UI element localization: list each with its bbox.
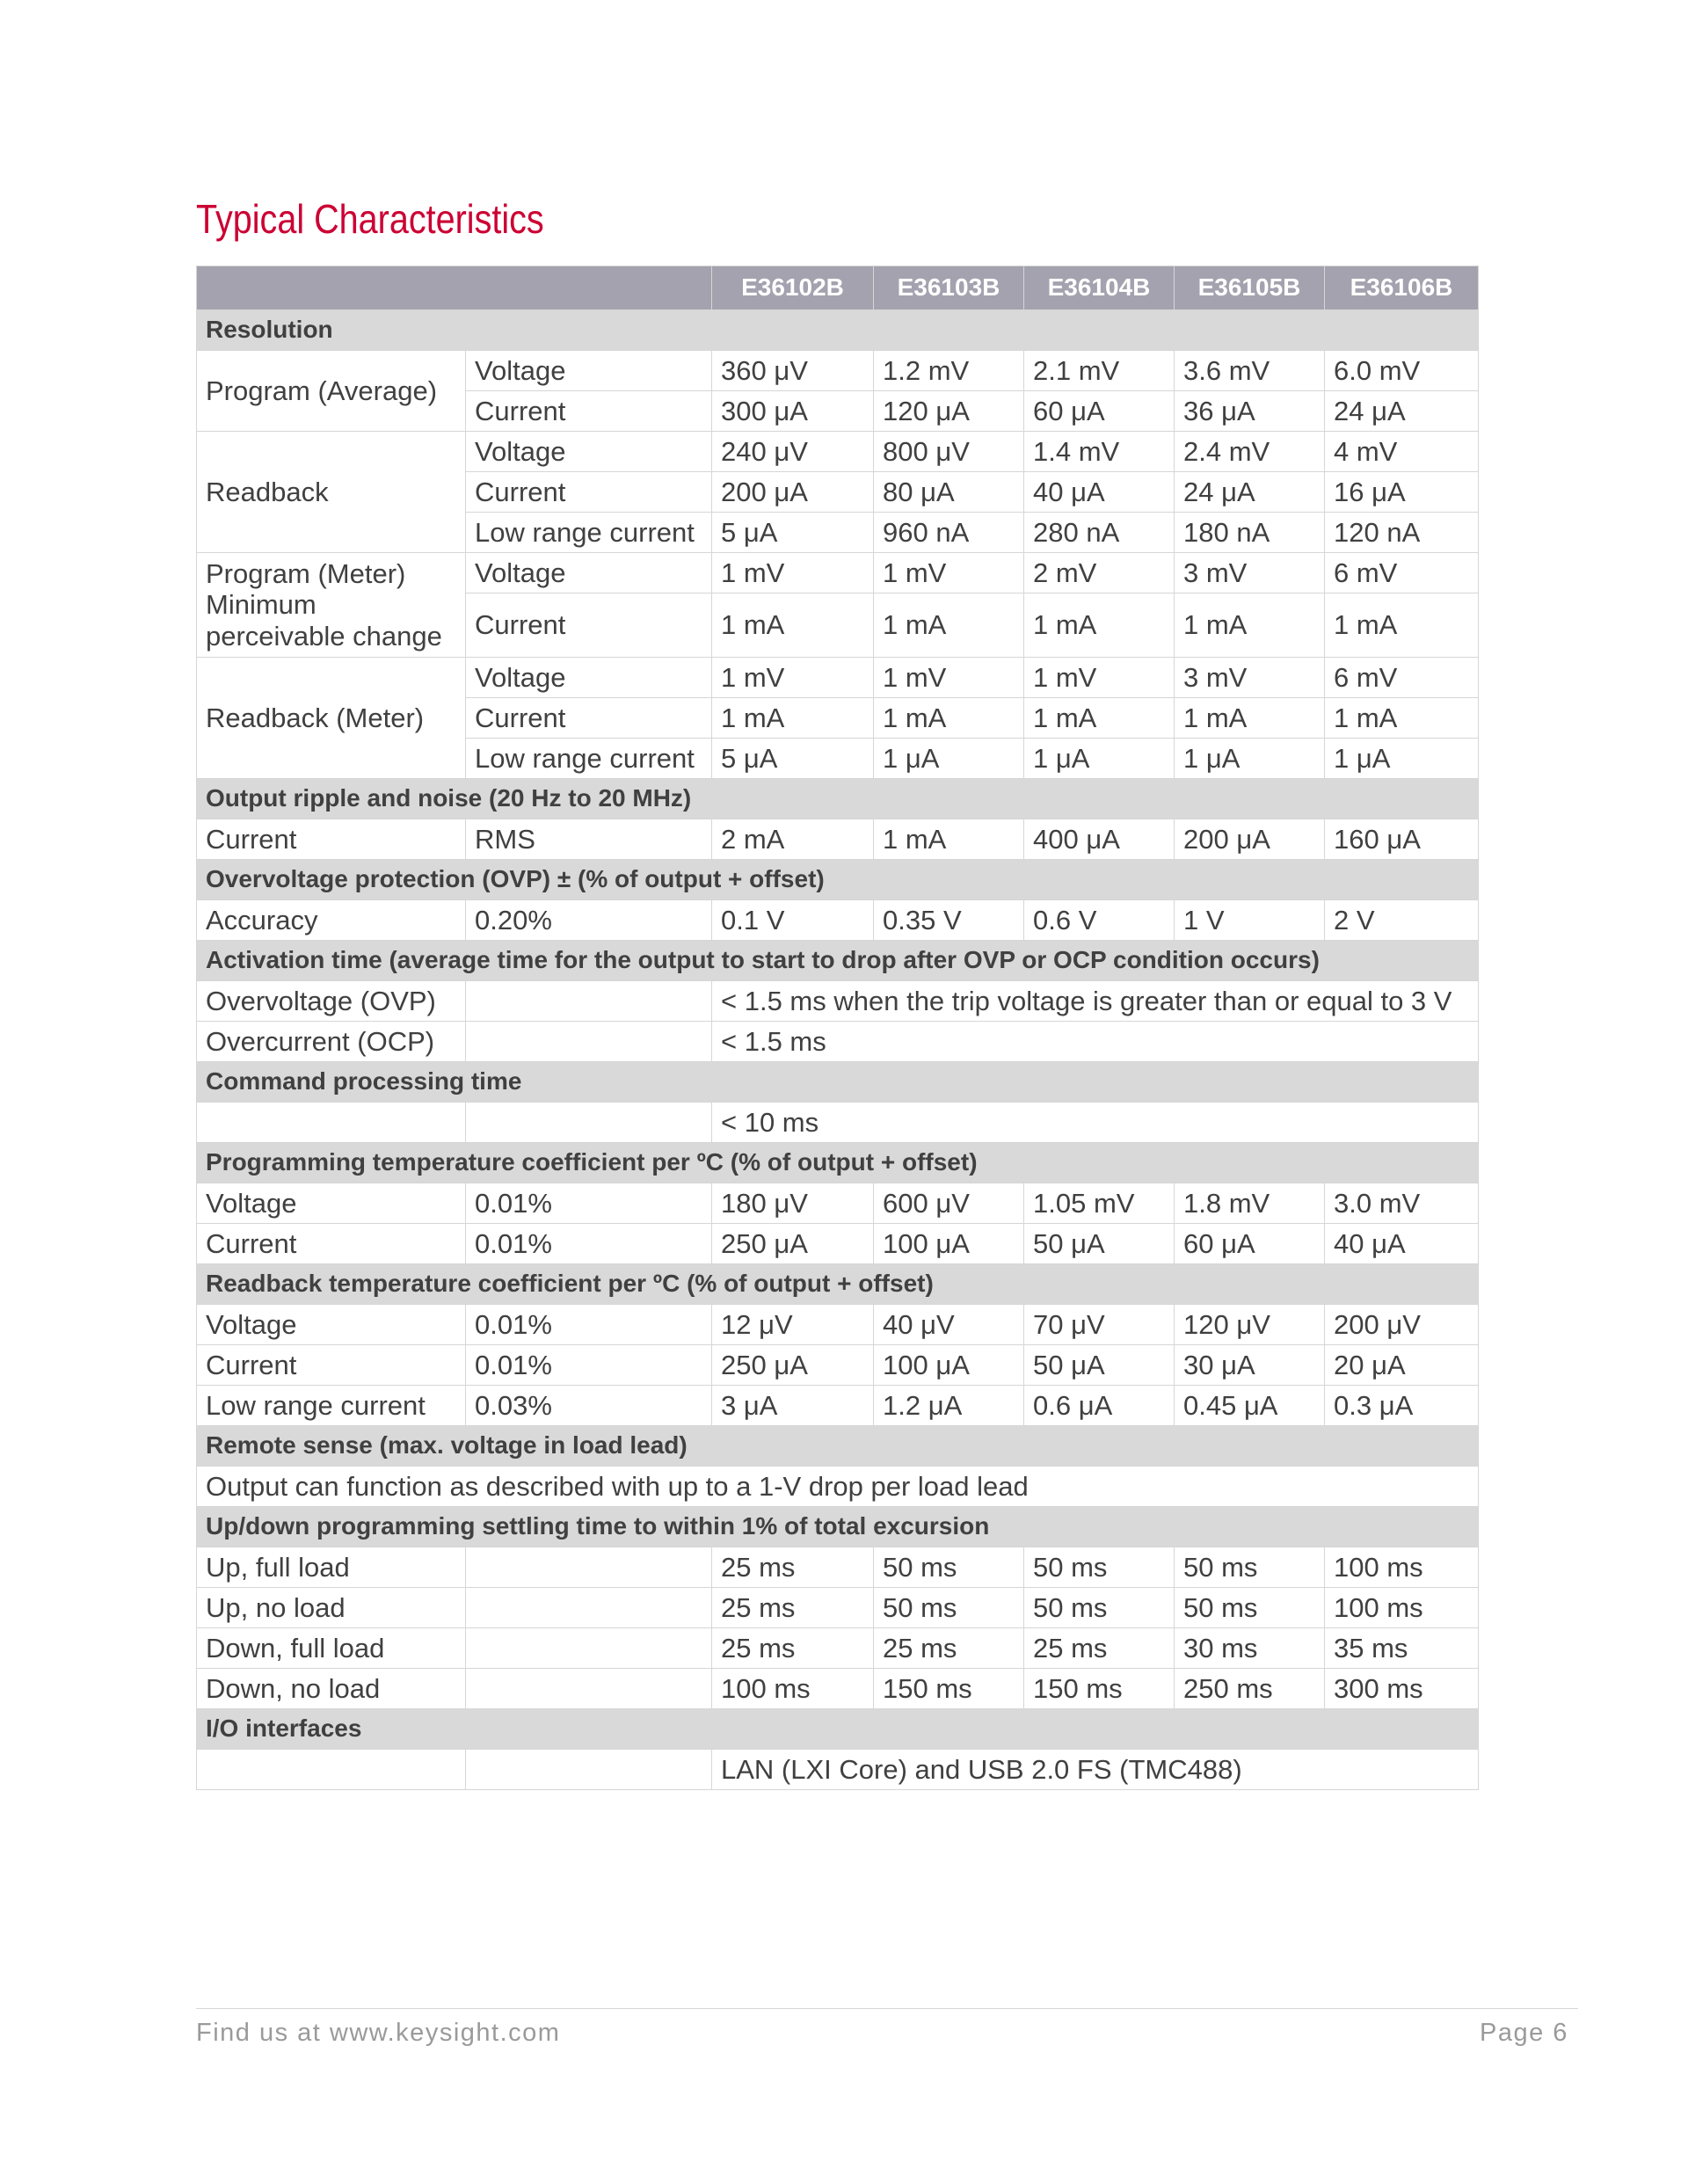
value-cell: 250 μA	[712, 1224, 874, 1264]
header-blank-cell	[197, 266, 712, 310]
value-cell: 2 V	[1325, 900, 1479, 941]
row-label: Voltage	[466, 553, 712, 593]
empty-cell	[466, 981, 712, 1022]
value-cell: 25 ms	[874, 1628, 1024, 1669]
section-title: Up/down programming settling time to within 1% of total excursion	[197, 1507, 1479, 1547]
value-cell: 1 mV	[874, 553, 1024, 593]
row-label: Accuracy	[197, 900, 466, 941]
value-cell: 1.05 mV	[1024, 1183, 1175, 1224]
model-header: E36104B	[1024, 266, 1175, 310]
value-cell: 1.8 mV	[1175, 1183, 1325, 1224]
row-sublabel: 0.01%	[466, 1345, 712, 1386]
row-label: Voltage	[466, 658, 712, 698]
value-cell: < 1.5 ms when the trip voltage is greater than or equal to 3 V	[712, 981, 1479, 1022]
row-label: Current	[466, 391, 712, 432]
value-cell: 5 μA	[712, 739, 874, 779]
value-cell: 0.3 μA	[1325, 1386, 1479, 1426]
value-cell: 3 mV	[1175, 553, 1325, 593]
value-cell: 0.6 μA	[1024, 1386, 1175, 1426]
row-label: Current	[466, 698, 712, 739]
value-cell: 50 ms	[874, 1547, 1024, 1588]
value-cell: 160 μA	[1325, 819, 1479, 860]
model-header: E36106B	[1325, 266, 1479, 310]
empty-cell	[466, 1628, 712, 1669]
value-cell: 50 μA	[1024, 1224, 1175, 1264]
model-header: E36103B	[874, 266, 1024, 310]
value-cell: 1 mA	[712, 593, 874, 658]
value-cell: 50 ms	[1024, 1547, 1175, 1588]
value-cell: 1 mA	[1175, 593, 1325, 658]
value-cell: 6 mV	[1325, 658, 1479, 698]
value-cell: 180 μV	[712, 1183, 874, 1224]
section-title: Output ripple and noise (20 Hz to 20 MHz)	[197, 779, 1479, 819]
value-cell: 1 mV	[712, 658, 874, 698]
table-row	[197, 553, 1479, 593]
row-label: Current	[197, 1224, 466, 1264]
value-cell: 1 mA	[874, 698, 1024, 739]
value-cell: 3.0 mV	[1325, 1183, 1479, 1224]
empty-cell	[466, 1547, 712, 1588]
table-row	[197, 1547, 1479, 1588]
value-cell: < 1.5 ms	[712, 1022, 1479, 1062]
table-row	[197, 1628, 1479, 1669]
value-cell: 70 μV	[1024, 1305, 1175, 1345]
value-cell: 120 μV	[1175, 1305, 1325, 1345]
value-cell: 1 μA	[1325, 739, 1479, 779]
footer-page-number: Page 6	[1480, 2019, 1568, 2047]
row-group-label: Readback	[197, 432, 466, 553]
value-cell: 30 μA	[1175, 1345, 1325, 1386]
row-group-label: Readback (Meter)	[197, 658, 466, 779]
row-label: Voltage	[466, 351, 712, 391]
value-cell: 180 nA	[1175, 513, 1325, 553]
section-row	[197, 1062, 1479, 1103]
value-cell: 3 μA	[712, 1386, 874, 1426]
section-row	[197, 1709, 1479, 1750]
section-row	[197, 779, 1479, 819]
table-header-row	[197, 266, 1479, 310]
value-cell: 50 ms	[874, 1588, 1024, 1628]
value-cell: 12 μV	[712, 1305, 874, 1345]
section-row	[197, 1264, 1479, 1305]
table-row	[197, 900, 1479, 941]
value-cell: 25 ms	[712, 1628, 874, 1669]
value-cell: 1.2 μA	[874, 1386, 1024, 1426]
value-cell: 240 μV	[712, 432, 874, 472]
table-row	[197, 432, 1479, 472]
value-cell: 50 μA	[1024, 1345, 1175, 1386]
value-cell: 50 ms	[1175, 1547, 1325, 1588]
row-sublabel: 0.01%	[466, 1224, 712, 1264]
section-title: I/O interfaces	[197, 1709, 1479, 1750]
row-label: Low range current	[197, 1386, 466, 1426]
value-cell: 80 μA	[874, 472, 1024, 513]
value-cell: 120 μA	[874, 391, 1024, 432]
section-title: Activation time (average time for the output to start to drop after OVP or OCP condition occurs)	[197, 941, 1479, 981]
value-cell: 50 ms	[1024, 1588, 1175, 1628]
empty-cell	[197, 1750, 466, 1790]
page-title: Typical Characteristics	[196, 196, 544, 242]
value-cell: 2.4 mV	[1175, 432, 1325, 472]
value-cell: 60 μA	[1024, 391, 1175, 432]
row-sublabel: 0.03%	[466, 1386, 712, 1426]
section-row	[197, 1426, 1479, 1467]
section-row	[197, 941, 1479, 981]
empty-cell	[466, 1750, 712, 1790]
row-label: Up, full load	[197, 1547, 466, 1588]
table-row	[197, 981, 1479, 1022]
empty-cell	[466, 1588, 712, 1628]
value-cell: 35 ms	[1325, 1628, 1479, 1669]
value-cell: 100 μA	[874, 1224, 1024, 1264]
value-cell: 250 μA	[712, 1345, 874, 1386]
value-cell: 6.0 mV	[1325, 351, 1479, 391]
value-cell: 1 mA	[874, 593, 1024, 658]
value-cell: < 10 ms	[712, 1103, 1479, 1143]
value-cell: 20 μA	[1325, 1345, 1479, 1386]
footer-website: Find us at www.keysight.com	[196, 2019, 561, 2047]
value-cell: 24 μA	[1325, 391, 1479, 432]
empty-cell	[466, 1669, 712, 1709]
table-row	[197, 1750, 1479, 1790]
table-row	[197, 1386, 1479, 1426]
value-cell: 200 μA	[712, 472, 874, 513]
model-header: E36102B	[712, 266, 874, 310]
table-row	[197, 1467, 1479, 1507]
row-label: Voltage	[466, 432, 712, 472]
value-cell: 100 μA	[874, 1345, 1024, 1386]
row-label: Down, full load	[197, 1628, 466, 1669]
value-cell: 25 ms	[712, 1588, 874, 1628]
row-sublabel: 0.01%	[466, 1305, 712, 1345]
footer-divider	[196, 2008, 1578, 2009]
table-row	[197, 1224, 1479, 1264]
section-title: Resolution	[197, 310, 1479, 351]
table-row	[197, 1345, 1479, 1386]
value-cell: 1 μA	[874, 739, 1024, 779]
value-cell: 40 μA	[1325, 1224, 1479, 1264]
value-cell: 25 ms	[1024, 1628, 1175, 1669]
row-sublabel: RMS	[466, 819, 712, 860]
empty-cell	[197, 1103, 466, 1143]
typical-characteristics-table	[196, 266, 1479, 1790]
row-label: Up, no load	[197, 1588, 466, 1628]
section-row	[197, 1507, 1479, 1547]
value-cell: 40 μV	[874, 1305, 1024, 1345]
section-title: Remote sense (max. voltage in load lead)	[197, 1426, 1479, 1467]
value-cell: 6 mV	[1325, 553, 1479, 593]
table-row	[197, 1669, 1479, 1709]
section-title: Readback temperature coefficient per ºC (% of output + offset)	[197, 1264, 1479, 1305]
value-cell: 30 ms	[1175, 1628, 1325, 1669]
value-cell: LAN (LXI Core) and USB 2.0 FS (TMC488)	[712, 1750, 1479, 1790]
row-label: Overvoltage (OVP)	[197, 981, 466, 1022]
value-cell: 1 mA	[1325, 698, 1479, 739]
value-cell: 300 μA	[712, 391, 874, 432]
row-group-label: Program (Average)	[197, 351, 466, 432]
value-cell: 400 μA	[1024, 819, 1175, 860]
section-row	[197, 860, 1479, 900]
value-cell: 800 μV	[874, 432, 1024, 472]
value-cell: 2 mA	[712, 819, 874, 860]
value-cell: 50 ms	[1175, 1588, 1325, 1628]
value-cell: 300 ms	[1325, 1669, 1479, 1709]
value-cell: 100 ms	[1325, 1547, 1479, 1588]
table-row	[197, 1588, 1479, 1628]
value-cell: 5 μA	[712, 513, 874, 553]
value-cell: 1 μA	[1175, 739, 1325, 779]
value-cell: 3 mV	[1175, 658, 1325, 698]
value-cell: 1 mV	[1024, 658, 1175, 698]
row-label: Low range current	[466, 513, 712, 553]
table-row	[197, 1183, 1479, 1224]
section-title: Overvoltage protection (OVP) ± (% of output + offset)	[197, 860, 1479, 900]
value-cell: 100 ms	[1325, 1588, 1479, 1628]
value-cell: 1 mA	[1024, 698, 1175, 739]
table-row	[197, 1305, 1479, 1345]
value-cell: 0.1 V	[712, 900, 874, 941]
row-sublabel: 0.01%	[466, 1183, 712, 1224]
value-cell: 1.2 mV	[874, 351, 1024, 391]
value-cell: 1 mV	[874, 658, 1024, 698]
empty-cell	[466, 1103, 712, 1143]
value-cell: 1 mA	[1175, 698, 1325, 739]
value-cell: 0.45 μA	[1175, 1386, 1325, 1426]
value-cell: 36 μA	[1175, 391, 1325, 432]
table-row	[197, 658, 1479, 698]
section-row	[197, 310, 1479, 351]
value-cell: 2.1 mV	[1024, 351, 1175, 391]
empty-cell	[466, 1022, 712, 1062]
value-cell: 150 ms	[874, 1669, 1024, 1709]
table-row	[197, 351, 1479, 391]
value-cell: 200 μV	[1325, 1305, 1479, 1345]
value-cell: 3.6 mV	[1175, 351, 1325, 391]
value-cell: 600 μV	[874, 1183, 1024, 1224]
table-row	[197, 1103, 1479, 1143]
model-header: E36105B	[1175, 266, 1325, 310]
row-label: Current	[197, 1345, 466, 1386]
value-cell: 4 mV	[1325, 432, 1479, 472]
value-cell: 40 μA	[1024, 472, 1175, 513]
value-cell: 0.35 V	[874, 900, 1024, 941]
value-cell: 0.6 V	[1024, 900, 1175, 941]
section-title: Command processing time	[197, 1062, 1479, 1103]
value-cell: 960 nA	[874, 513, 1024, 553]
section-row	[197, 1143, 1479, 1183]
value-cell: Output can function as described with up to a 1-V drop per load lead	[197, 1467, 1479, 1507]
value-cell: 1 mA	[1024, 593, 1175, 658]
value-cell: 1 mA	[712, 698, 874, 739]
value-cell: 150 ms	[1024, 1669, 1175, 1709]
value-cell: 360 μV	[712, 351, 874, 391]
value-cell: 1 mA	[1325, 593, 1479, 658]
value-cell: 24 μA	[1175, 472, 1325, 513]
row-label: Down, no load	[197, 1669, 466, 1709]
row-label: Voltage	[197, 1183, 466, 1224]
value-cell: 200 μA	[1175, 819, 1325, 860]
value-cell: 120 nA	[1325, 513, 1479, 553]
row-label: Overcurrent (OCP)	[197, 1022, 466, 1062]
value-cell: 1.4 mV	[1024, 432, 1175, 472]
value-cell: 60 μA	[1175, 1224, 1325, 1264]
row-label: Current	[466, 472, 712, 513]
value-cell: 2 mV	[1024, 553, 1175, 593]
value-cell: 1 V	[1175, 900, 1325, 941]
value-cell: 1 mV	[712, 553, 874, 593]
row-label: Voltage	[197, 1305, 466, 1345]
value-cell: 25 ms	[712, 1547, 874, 1588]
row-group-label: Program (Meter) Minimum perceivable change	[197, 553, 466, 658]
row-sublabel: 0.20%	[466, 900, 712, 941]
value-cell: 16 μA	[1325, 472, 1479, 513]
table-row	[197, 1022, 1479, 1062]
section-title: Programming temperature coefficient per ºC (% of output + offset)	[197, 1143, 1479, 1183]
value-cell: 250 ms	[1175, 1669, 1325, 1709]
value-cell: 280 nA	[1024, 513, 1175, 553]
table-row	[197, 819, 1479, 860]
value-cell: 1 mA	[874, 819, 1024, 860]
value-cell: 1 μA	[1024, 739, 1175, 779]
row-label: Current	[197, 819, 466, 860]
value-cell: 100 ms	[712, 1669, 874, 1709]
row-label: Low range current	[466, 739, 712, 779]
row-label: Current	[466, 593, 712, 658]
